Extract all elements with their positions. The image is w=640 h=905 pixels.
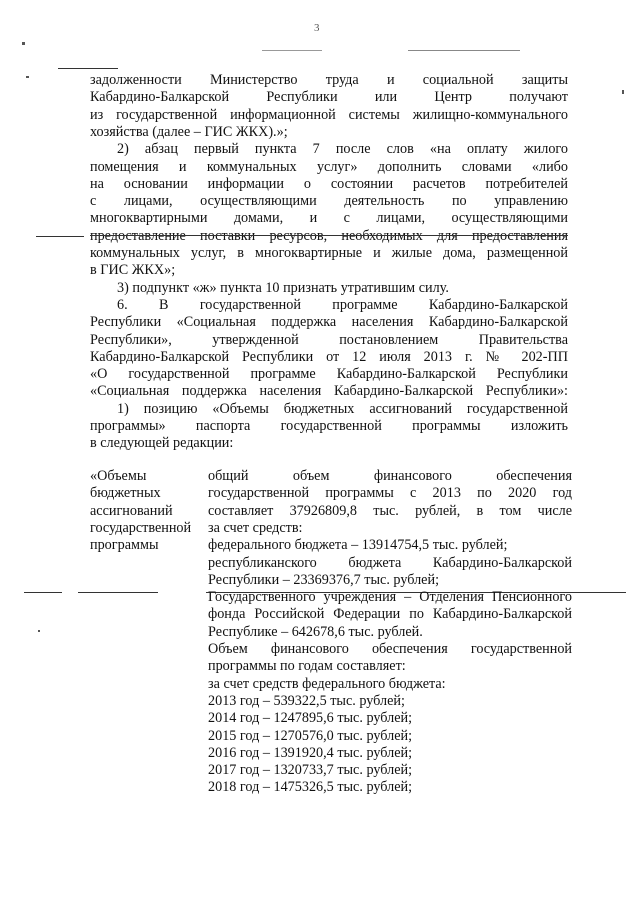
body-line: в следующей редакции: — [90, 435, 234, 452]
top-rule-mid — [262, 50, 322, 51]
speck-2 — [26, 76, 29, 78]
body-line: 6. В государственной программе Кабардино-Балкарской — [117, 296, 568, 313]
body-line: 2) абзац первый пункта 7 после слов «на оплату жилого — [117, 141, 568, 158]
body-line: Кабардино-Балкарской Республики от 12 июля 2013 г. № 202-ПП — [90, 348, 568, 365]
side-rule-left — [36, 236, 84, 237]
body-line: Республики», утвержденной постановлением Правительства — [90, 331, 568, 348]
table-right-line: Объем финансового обеспечения государственной — [208, 641, 572, 657]
table-rule-1 — [24, 592, 62, 593]
speck-3 — [622, 90, 624, 94]
body-line: коммунальных услуг, в многоквартирные и жилые дома, размещенной — [90, 245, 568, 261]
table-right-line: государственной программы с 2013 по 2020 год — [208, 485, 572, 502]
body-line: хозяйства (далее – ГИС ЖКХ).»; — [90, 123, 288, 140]
table-rule-2 — [78, 592, 158, 593]
body-line: программы» паспорта государственной программы изложить — [90, 418, 568, 434]
table-right-line: за счет средств: — [208, 519, 303, 536]
table-right-line: Республики – 23369376,7 тыс. рублей; — [208, 571, 440, 588]
page-number: 3 — [314, 22, 320, 34]
table-right-line: 2015 год – 1270576,0 тыс. рублей; — [208, 727, 413, 744]
top-rule-left — [58, 68, 118, 69]
body-line: «О государственной программе Кабардино-Балкарской Республики — [90, 366, 568, 383]
body-line: из государственной информационной системы жилищно-коммунального — [90, 106, 568, 123]
speck-4 — [38, 630, 40, 632]
body-line: «Социальная поддержка населения Кабардино-Балкарской Республики»: — [90, 383, 568, 400]
body-text — [90, 72, 568, 462]
table-right-line: 2016 год – 1391920,4 тыс. рублей; — [208, 744, 413, 761]
body-line: с лицами, осуществляющими деятельность по управлению — [90, 193, 568, 210]
table-left-line: «Объемы — [90, 468, 147, 484]
table-left-line: государственной — [90, 519, 192, 536]
table-right-line: составляет 37926809,8 тыс. рублей, в том числе — [208, 502, 572, 519]
table-right-line: 2014 год – 1247895,6 тыс. рублей; — [208, 710, 413, 727]
table-right-column — [208, 468, 572, 808]
table-right-line: Государственного учреждения – Отделения Пенсионного — [208, 589, 572, 606]
table-right-line: Республике – 642678,6 тыс. рублей. — [208, 623, 423, 640]
table-right-line: федерального бюджета – 13914754,5 тыс. рублей; — [208, 537, 508, 554]
table-left-line: бюджетных — [90, 485, 161, 502]
table-left-line: ассигнований — [90, 502, 173, 519]
table-left-line: программы — [90, 537, 159, 554]
table-right-line: 2018 год – 1475326,5 тыс. рублей; — [208, 779, 413, 796]
table-right-line: 2017 год – 1320733,7 тыс. рублей; — [208, 762, 413, 779]
body-line: на основании информации о состоянии расчетов потребителей — [90, 175, 568, 192]
table-right-line: программы по годам составляет: — [208, 658, 406, 675]
table-right-line: республиканского бюджета Кабардино-Балкарской — [208, 554, 572, 571]
body-line: 1) позицию «Объемы бюджетных ассигнований государственной — [117, 400, 568, 417]
table-left-column — [90, 468, 206, 568]
speck-1 — [22, 42, 25, 45]
body-line: 3) подпункт «ж» пункта 10 признать утратившим силу. — [117, 279, 449, 296]
body-line: многоквартирными домами, и с лицами, осуществляющими — [90, 210, 568, 227]
body-line: предоставление поставки ресурсов, необходимых для предоставления — [90, 227, 568, 244]
table-right-line: фонда Российской Федерации по Кабардино-Балкарской — [208, 606, 572, 623]
table-right-line: за счет средств федерального бюджета: — [208, 675, 446, 692]
body-line: задолженности Министерство труда и социальной защиты — [90, 72, 568, 88]
body-line: Республики «Социальная поддержка населения Кабардино-Балкарской — [90, 314, 568, 331]
body-line: в ГИС ЖКХ»; — [90, 262, 176, 279]
table-right-line: 2013 год – 539322,5 тыс. рублей; — [208, 692, 405, 709]
table-right-line: общий объем финансового обеспечения — [208, 468, 572, 484]
body-line: Кабардино-Балкарской Республики или Центр получают — [90, 89, 568, 106]
body-line: помещения и коммунальных услуг» дополнить словами «либо — [90, 158, 568, 175]
top-rule-right — [408, 50, 520, 51]
